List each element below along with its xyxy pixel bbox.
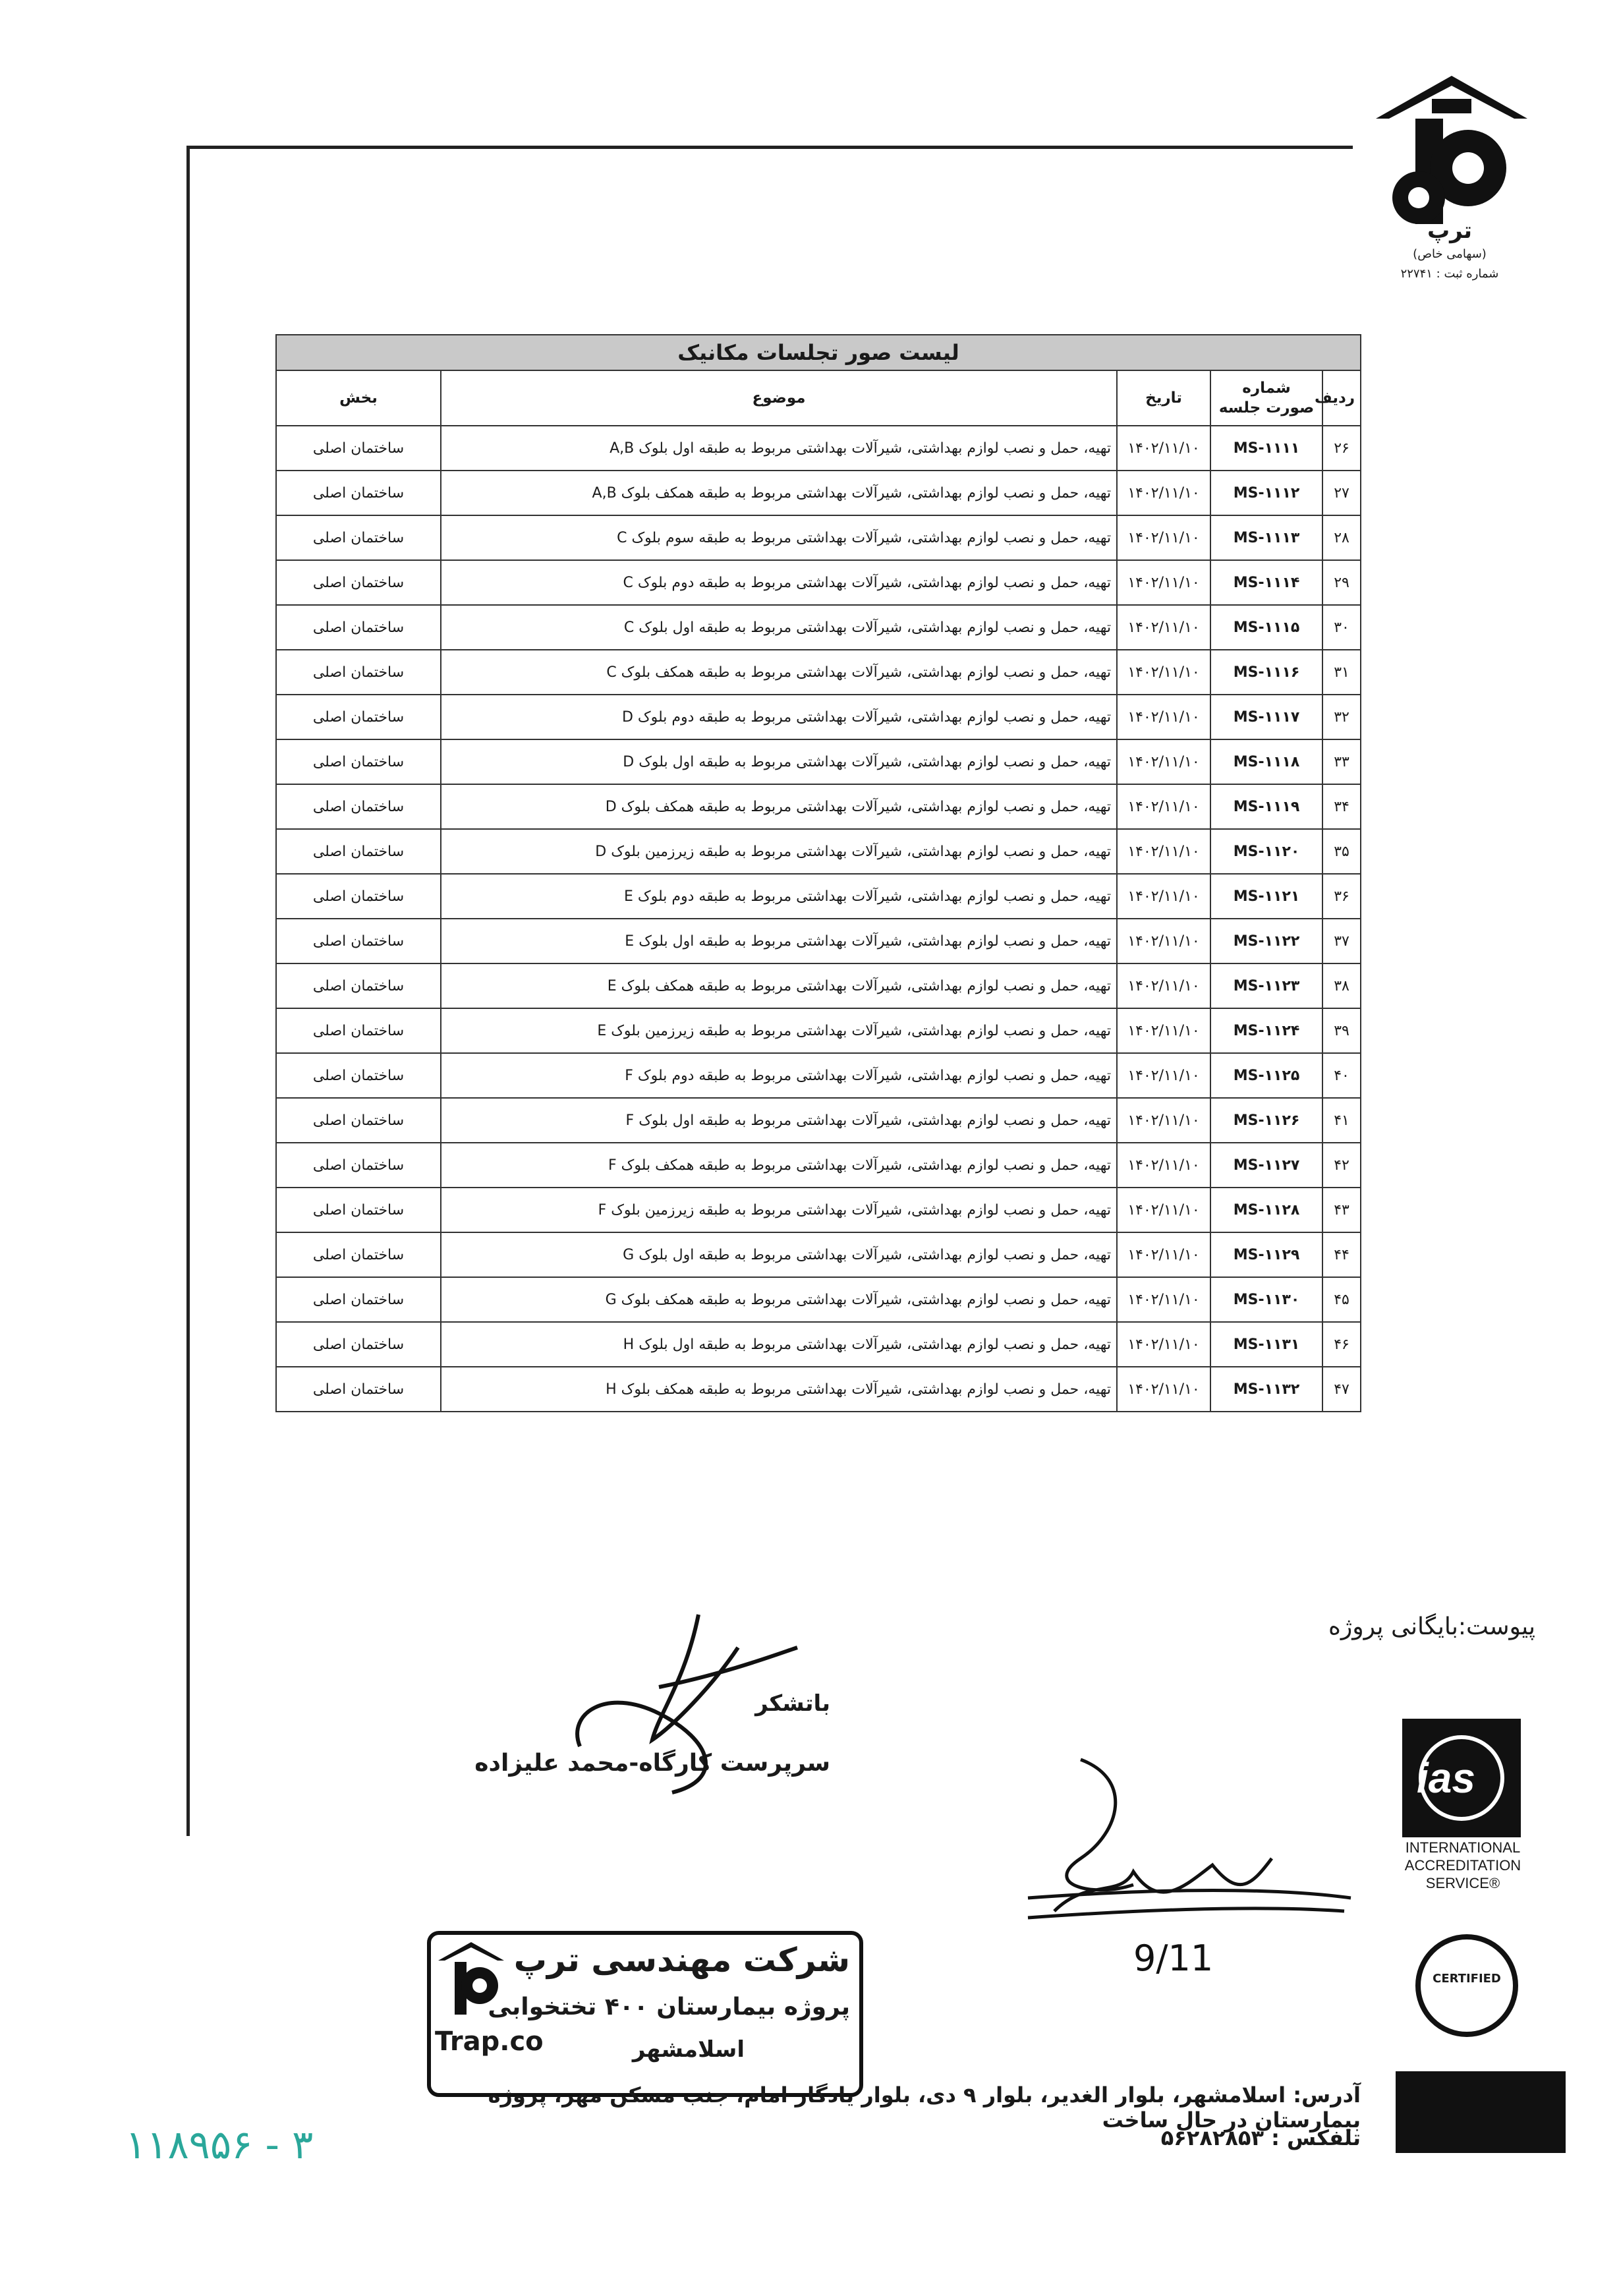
minutes-number-cell: MS-۱۱۱۵ xyxy=(1210,605,1322,650)
section-cell: ساختمان اصلی xyxy=(276,1188,441,1232)
date-cell: ۱۴۰۲/۱۱/۱۰ xyxy=(1117,1008,1210,1053)
date-cell: ۱۴۰۲/۱۱/۱۰ xyxy=(1117,963,1210,1008)
date-cell: ۱۴۰۲/۱۱/۱۰ xyxy=(1117,560,1210,605)
minutes-number-cell: MS-۱۱۲۹ xyxy=(1210,1232,1322,1277)
ias-caption xyxy=(1387,1839,1539,1892)
subject-cell: تهیه، حمل و نصب لوازم بهداشتی، شیرآلات بهداشتی مربوط به طبقه زیرزمین بلوک D xyxy=(441,829,1117,874)
row-number-cell: ۳۷ xyxy=(1322,919,1361,963)
minutes-number-cell: MS-۱۱۳۱ xyxy=(1210,1322,1322,1367)
minutes-number-cell: MS-۱۱۲۵ xyxy=(1210,1053,1322,1098)
attachment-note: پیوست:بایگانی پروژه xyxy=(1328,1613,1535,1640)
table-row xyxy=(276,650,1361,695)
table-row xyxy=(276,515,1361,560)
minutes-number-cell: MS-۱۱۱۴ xyxy=(1210,560,1322,605)
subject-cell: تهیه، حمل و نصب لوازم بهداشتی، شیرآلات بهداشتی مربوط به طبقه همکف بلوک A,B xyxy=(441,471,1117,515)
table-row xyxy=(276,1277,1361,1322)
logo-company-name: ترپ xyxy=(1427,217,1473,244)
ias-line-3: SERVICE® xyxy=(1425,1875,1500,1891)
row-number-cell: ۲۷ xyxy=(1322,471,1361,515)
table-row xyxy=(276,1188,1361,1232)
row-number-cell: ۳۸ xyxy=(1322,963,1361,1008)
row-number-cell: ۴۲ xyxy=(1322,1143,1361,1188)
frame-top-line xyxy=(186,146,1353,149)
row-number-cell: ۴۱ xyxy=(1322,1098,1361,1143)
header-date: تاریخ xyxy=(1117,370,1210,426)
table-row xyxy=(276,784,1361,829)
subject-cell: تهیه، حمل و نصب لوازم بهداشتی، شیرآلات بهداشتی مربوط به طبقه اول بلوک A,B xyxy=(441,426,1117,471)
stamp-project-name: پروژه بیمارستان ۴۰۰ تختخوابی xyxy=(488,1994,850,2021)
row-number-cell: ۴۵ xyxy=(1322,1277,1361,1322)
row-number-cell: ۳۲ xyxy=(1322,695,1361,739)
footer-phone: تلفکس : ۵۶۲۸۲۸۵۳ xyxy=(1160,2125,1361,2150)
section-cell: ساختمان اصلی xyxy=(276,1053,441,1098)
date-cell: ۱۴۰۲/۱۱/۱۰ xyxy=(1117,426,1210,471)
date-cell: ۱۴۰۲/۱۱/۱۰ xyxy=(1117,1188,1210,1232)
table-row xyxy=(276,1008,1361,1053)
date-cell: ۱۴۰۲/۱۱/۱۰ xyxy=(1117,1277,1210,1322)
date-cell: ۱۴۰۲/۱۱/۱۰ xyxy=(1117,605,1210,650)
row-number-cell: ۳۳ xyxy=(1322,739,1361,784)
date-cell: ۱۴۰۲/۱۱/۱۰ xyxy=(1117,1232,1210,1277)
date-cell: ۱۴۰۲/۱۱/۱۰ xyxy=(1117,874,1210,919)
table-row xyxy=(276,1098,1361,1143)
section-cell: ساختمان اصلی xyxy=(276,784,441,829)
table-row xyxy=(276,829,1361,874)
subject-cell: تهیه، حمل و نصب لوازم بهداشتی، شیرآلات بهداشتی مربوط به طبقه زیرزمین بلوک F xyxy=(441,1188,1117,1232)
subject-cell: تهیه، حمل و نصب لوازم بهداشتی، شیرآلات بهداشتی مربوط به طبقه اول بلوک F xyxy=(441,1098,1117,1143)
minutes-number-cell: MS-۱۱۲۰ xyxy=(1210,829,1322,874)
table-row xyxy=(276,919,1361,963)
section-cell: ساختمان اصلی xyxy=(276,1322,441,1367)
row-number-cell: ۴۳ xyxy=(1322,1188,1361,1232)
minutes-number-cell: MS-۱۱۳۲ xyxy=(1210,1367,1322,1412)
ias-line-1: INTERNATIONAL xyxy=(1405,1839,1521,1856)
date-cell: ۱۴۰۲/۱۱/۱۰ xyxy=(1117,1322,1210,1367)
section-cell: ساختمان اصلی xyxy=(276,1143,441,1188)
subject-cell: تهیه، حمل و نصب لوازم بهداشتی، شیرآلات بهداشتی مربوط به طبقه همکف بلوک C xyxy=(441,650,1117,695)
subject-cell: تهیه، حمل و نصب لوازم بهداشتی، شیرآلات بهداشتی مربوط به طبقه اول بلوک H xyxy=(441,1322,1117,1367)
minutes-number-cell: MS-۱۱۲۷ xyxy=(1210,1143,1322,1188)
section-cell: ساختمان اصلی xyxy=(276,963,441,1008)
section-cell: ساختمان اصلی xyxy=(276,560,441,605)
section-cell: ساختمان اصلی xyxy=(276,605,441,650)
subject-cell: تهیه، حمل و نصب لوازم بهداشتی، شیرآلات بهداشتی مربوط به طبقه همکف بلوک D xyxy=(441,784,1117,829)
section-cell: ساختمان اصلی xyxy=(276,874,441,919)
date-cell: ۱۴۰۲/۱۱/۱۰ xyxy=(1117,739,1210,784)
minutes-number-cell: MS-۱۱۳۰ xyxy=(1210,1277,1322,1322)
table-row xyxy=(276,874,1361,919)
subject-cell: تهیه، حمل و نصب لوازم بهداشتی، شیرآلات بهداشتی مربوط به طبقه دوم بلوک C xyxy=(441,560,1117,605)
date-cell: ۱۴۰۲/۱۱/۱۰ xyxy=(1117,1367,1210,1412)
minutes-number-cell: MS-۱۱۲۲ xyxy=(1210,919,1322,963)
footer-black-block xyxy=(1396,2071,1566,2153)
minutes-number-cell: MS-۱۱۲۶ xyxy=(1210,1098,1322,1143)
table-row xyxy=(276,471,1361,515)
section-cell: ساختمان اصلی xyxy=(276,1008,441,1053)
signer-name: سرپرست کارگاه-محمد علیزاده xyxy=(474,1750,830,1777)
section-cell: ساختمان اصلی xyxy=(276,515,441,560)
ias-line-2: ACCREDITATION xyxy=(1404,1857,1521,1874)
section-cell: ساختمان اصلی xyxy=(276,1367,441,1412)
subject-cell: تهیه، حمل و نصب لوازم بهداشتی، شیرآلات بهداشتی مربوط به طبقه دوم بلوک D xyxy=(441,695,1117,739)
section-cell: ساختمان اصلی xyxy=(276,1098,441,1143)
row-number-cell: ۳۶ xyxy=(1322,874,1361,919)
header-row-number: ردیف xyxy=(1322,370,1361,426)
table-row xyxy=(276,1367,1361,1412)
subject-cell: تهیه، حمل و نصب لوازم بهداشتی، شیرآلات بهداشتی مربوط به طبقه همکف بلوک H xyxy=(441,1367,1117,1412)
minutes-number-cell: MS-۱۱۲۸ xyxy=(1210,1188,1322,1232)
row-number-cell: ۲۹ xyxy=(1322,560,1361,605)
table-row xyxy=(276,560,1361,605)
date-cell: ۱۴۰۲/۱۱/۱۰ xyxy=(1117,471,1210,515)
section-cell: ساختمان اصلی xyxy=(276,471,441,515)
minutes-number-cell: MS-۱۱۱۸ xyxy=(1210,739,1322,784)
minutes-number-cell: MS-۱۱۱۹ xyxy=(1210,784,1322,829)
stamp-company-name: شرکت مهندسی ترپ xyxy=(513,1941,850,1979)
signature-date: 9/11 xyxy=(1133,1937,1214,1979)
minutes-number-cell: MS-۱۱۱۱ xyxy=(1210,426,1322,471)
certified-seal-text: CERTIFIED xyxy=(1433,1972,1501,1986)
table-row xyxy=(276,1232,1361,1277)
subject-cell: تهیه، حمل و نصب لوازم بهداشتی، شیرآلات بهداشتی مربوط به طبقه اول بلوک C xyxy=(441,605,1117,650)
row-number-cell: ۳۴ xyxy=(1322,784,1361,829)
table-row xyxy=(276,695,1361,739)
subject-cell: تهیه، حمل و نصب لوازم بهداشتی، شیرآلات بهداشتی مربوط به طبقه همکف بلوک F xyxy=(441,1143,1117,1188)
date-cell: ۱۴۰۲/۱۱/۱۰ xyxy=(1117,829,1210,874)
footer-address: آدرس: اسلامشهر، بلوار الغدیر، بلوار ۹ دی، بلوار یادگار امام، جنب مسکن مهر، پروژه بیمارستان در حال ساخت xyxy=(488,2082,1361,2133)
handwritten-number: ۱۱۸۹۵۶ - ۳ xyxy=(125,2122,314,2168)
subject-cell: تهیه، حمل و نصب لوازم بهداشتی، شیرآلات بهداشتی مربوط به طبقه زیرزمین بلوک E xyxy=(441,1008,1117,1053)
table-row xyxy=(276,1143,1361,1188)
subject-cell: تهیه، حمل و نصب لوازم بهداشتی، شیرآلات بهداشتی مربوط به طبقه سوم بلوک C xyxy=(441,515,1117,560)
table-body xyxy=(276,426,1361,1412)
date-cell: ۱۴۰۲/۱۱/۱۰ xyxy=(1117,1053,1210,1098)
subject-cell: تهیه، حمل و نصب لوازم بهداشتی، شیرآلات بهداشتی مربوط به طبقه همکف بلوک E xyxy=(441,963,1117,1008)
row-number-cell: ۳۰ xyxy=(1322,605,1361,650)
subject-cell: تهیه، حمل و نصب لوازم بهداشتی، شیرآلات بهداشتی مربوط به طبقه همکف بلوک G xyxy=(441,1277,1117,1322)
stamp-city: اسلامشهر xyxy=(632,2036,745,2063)
minutes-number-cell: MS-۱۱۱۷ xyxy=(1210,695,1322,739)
row-number-cell: ۳۱ xyxy=(1322,650,1361,695)
header-section: بخش xyxy=(276,370,441,426)
section-cell: ساختمان اصلی xyxy=(276,739,441,784)
date-cell: ۱۴۰۲/۱۱/۱۰ xyxy=(1117,515,1210,560)
minutes-number-cell: MS-۱۱۲۳ xyxy=(1210,963,1322,1008)
row-number-cell: ۲۸ xyxy=(1322,515,1361,560)
row-number-cell: ۴۰ xyxy=(1322,1053,1361,1098)
table-row xyxy=(276,963,1361,1008)
header-subject: موضوع xyxy=(441,370,1117,426)
table-row xyxy=(276,739,1361,784)
minutes-number-cell: MS-۱۱۱۳ xyxy=(1210,515,1322,560)
date-cell: ۱۴۰۲/۱۱/۱۰ xyxy=(1117,695,1210,739)
logo-company-type: (سهامی خاص) xyxy=(1413,247,1487,261)
date-cell: ۱۴۰۲/۱۱/۱۰ xyxy=(1117,919,1210,963)
minutes-number-cell: MS-۱۱۱۲ xyxy=(1210,471,1322,515)
thanks-text: باتشکر xyxy=(755,1690,830,1717)
row-number-cell: ۴۷ xyxy=(1322,1367,1361,1412)
row-number-cell: ۲۶ xyxy=(1322,426,1361,471)
subject-cell: تهیه، حمل و نصب لوازم بهداشتی، شیرآلات بهداشتی مربوط به طبقه اول بلوک D xyxy=(441,739,1117,784)
subject-cell: تهیه، حمل و نصب لوازم بهداشتی، شیرآلات بهداشتی مربوط به طبقه دوم بلوک F xyxy=(441,1053,1117,1098)
table-row xyxy=(276,1053,1361,1098)
row-number-cell: ۳۵ xyxy=(1322,829,1361,874)
svg-text:ias: ias xyxy=(1417,1754,1475,1802)
section-cell: ساختمان اصلی xyxy=(276,695,441,739)
minutes-number-cell: MS-۱۱۱۶ xyxy=(1210,650,1322,695)
section-cell: ساختمان اصلی xyxy=(276,650,441,695)
table-row xyxy=(276,1322,1361,1367)
stamp-website: Trap.co xyxy=(435,2026,544,2057)
row-number-cell: ۴۶ xyxy=(1322,1322,1361,1367)
section-cell: ساختمان اصلی xyxy=(276,1277,441,1322)
section-cell: ساختمان اصلی xyxy=(276,1232,441,1277)
row-number-cell: ۴۴ xyxy=(1322,1232,1361,1277)
frame-left-line xyxy=(186,146,190,1836)
minutes-number-cell: MS-۱۱۲۱ xyxy=(1210,874,1322,919)
subject-cell: تهیه، حمل و نصب لوازم بهداشتی، شیرآلات بهداشتی مربوط به طبقه دوم بلوک E xyxy=(441,874,1117,919)
date-cell: ۱۴۰۲/۱۱/۱۰ xyxy=(1117,1098,1210,1143)
subject-cell: تهیه، حمل و نصب لوازم بهداشتی، شیرآلات بهداشتی مربوط به طبقه اول بلوک G xyxy=(441,1232,1117,1277)
ias-logo-icon xyxy=(1402,1719,1521,1837)
minutes-number-cell: MS-۱۱۲۴ xyxy=(1210,1008,1322,1053)
table-row xyxy=(276,426,1361,471)
section-cell: ساختمان اصلی xyxy=(276,829,441,874)
row-number-cell: ۳۹ xyxy=(1322,1008,1361,1053)
date-cell: ۱۴۰۲/۱۱/۱۰ xyxy=(1117,650,1210,695)
subject-cell: تهیه، حمل و نصب لوازم بهداشتی، شیرآلات بهداشتی مربوط به طبقه اول بلوک E xyxy=(441,919,1117,963)
date-cell: ۱۴۰۲/۱۱/۱۰ xyxy=(1117,1143,1210,1188)
table-row xyxy=(276,605,1361,650)
minutes-table xyxy=(275,334,1361,1412)
section-cell: ساختمان اصلی xyxy=(276,919,441,963)
date-cell: ۱۴۰۲/۱۱/۱۰ xyxy=(1117,784,1210,829)
section-cell: ساختمان اصلی xyxy=(276,426,441,471)
header-minutes-number: شماره صورت جلسه xyxy=(1210,370,1322,426)
certified-seal-icon xyxy=(1415,1934,1518,2037)
table-title: لیست صور تجلسات مکانیک xyxy=(276,335,1361,370)
logo-registration-number: شماره ثبت : ۲۲۷۴۱ xyxy=(1400,267,1499,281)
